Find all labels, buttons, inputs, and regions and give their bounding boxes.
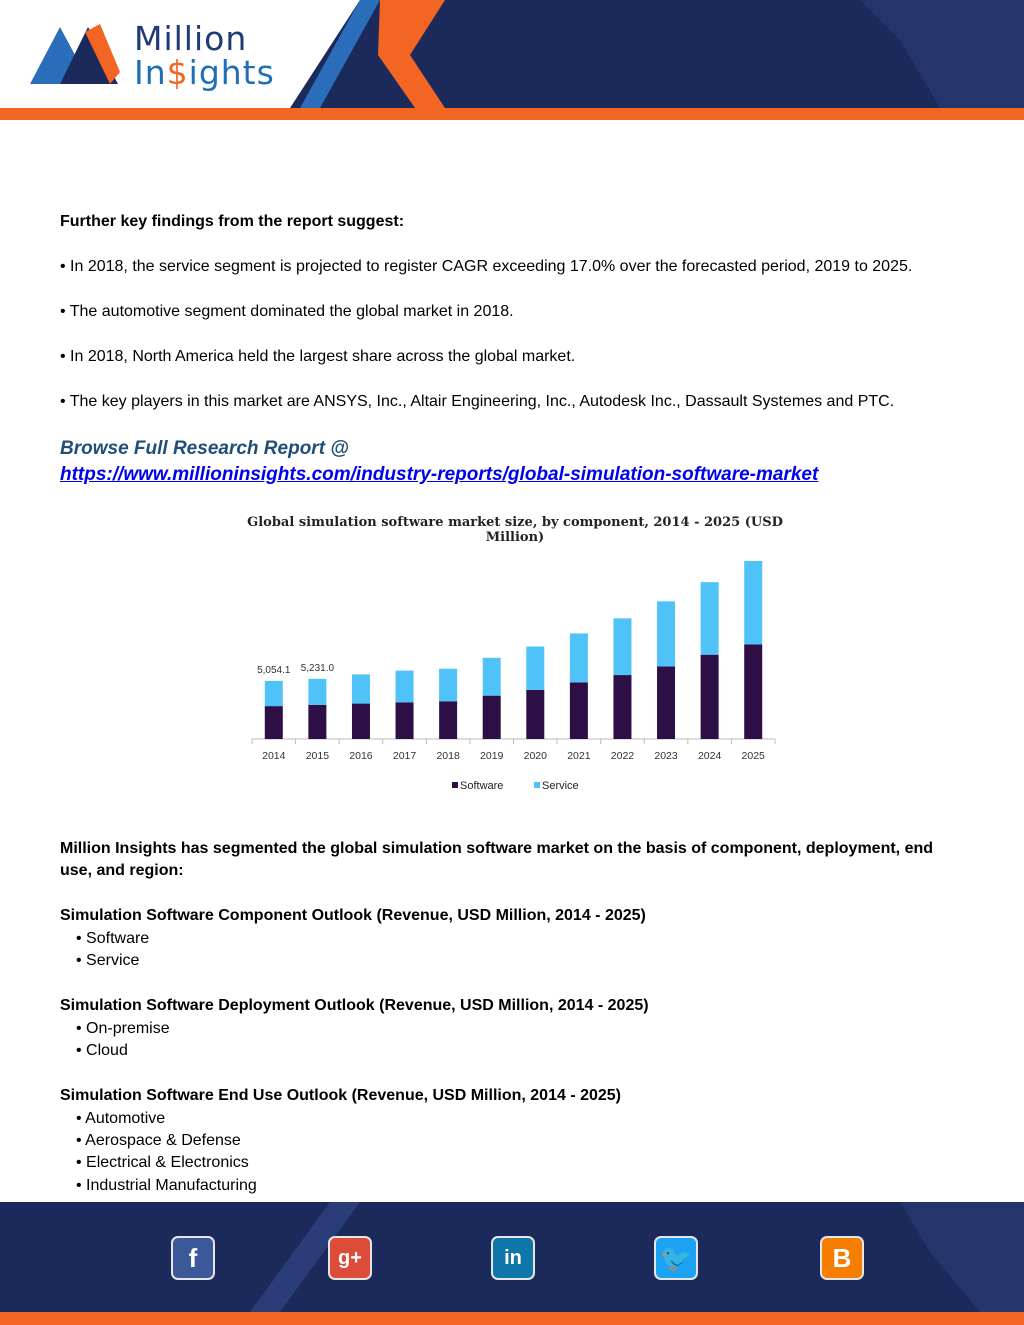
list-item: • Aerospace & Defense [76, 1132, 241, 1149]
bar-software-2022 [613, 675, 631, 739]
list-item: • Software [76, 930, 150, 947]
list-item: • Cloud [76, 1042, 128, 1059]
bar-service-2014 [265, 681, 283, 706]
chart-title: Global simulation software market size, by component, 2014 - 2025 (USD Million) [247, 515, 783, 545]
linkedin-icon[interactable]: in [491, 1236, 535, 1280]
legend-swatch-software [452, 782, 458, 788]
x-tick-label: 2015 [305, 750, 330, 762]
enduse-outlook-heading: Simulation Software End Use Outlook (Revenue, USD Million, 2014 - 2025) [60, 1087, 622, 1104]
list-item: • Service [76, 952, 140, 969]
list-item: • On-premise [76, 1020, 170, 1037]
finding-item: • In 2018, the service segment is projected to register CAGR exceeding 17.0% over the forecasted period, 2019 to 2025. [60, 258, 913, 275]
component-outlook-heading: Simulation Software Component Outlook (Revenue, USD Million, 2014 - 2025) [60, 907, 646, 924]
list-item: • Automotive [76, 1110, 166, 1127]
bar-service-2025 [744, 561, 762, 644]
page-header [0, 0, 1024, 120]
x-tick-label: 2019 [480, 750, 504, 762]
twitter-icon[interactable]: 🐦 [654, 1236, 698, 1280]
google-plus-icon[interactable]: g+ [328, 1236, 372, 1280]
bar-service-2015 [308, 679, 326, 705]
deployment-outlook-heading: Simulation Software Deployment Outlook (Revenue, USD Million, 2014 - 2025) [60, 997, 649, 1014]
bar-service-2017 [396, 671, 414, 703]
bar-software-2018 [439, 701, 457, 739]
data-label: 5,231.0 [300, 662, 335, 674]
segmentation-intro: Million Insights has segmented the global simulation software market on the basis of component, deployment, end use, and region: [60, 840, 934, 879]
finding-item: • In 2018, North America held the largest share across the global market. [60, 348, 576, 365]
facebook-icon[interactable]: f [171, 1236, 215, 1280]
bar-software-2019 [483, 696, 501, 739]
blogger-icon[interactable]: B [820, 1236, 864, 1280]
x-tick-label: 2014 [262, 750, 286, 762]
bar-software-2023 [657, 666, 675, 739]
legend-label-service: Service [542, 780, 579, 792]
bar-software-2014 [265, 706, 283, 739]
list-item: • Industrial Manufacturing [76, 1177, 257, 1194]
bar-service-2016 [352, 674, 370, 703]
findings-heading: Further key findings from the report suggest: [60, 213, 405, 230]
bar-service-2019 [483, 658, 501, 696]
list-item: • Electrical & Electronics [76, 1154, 249, 1171]
browse-label: Browse Full Research Report @ [60, 438, 349, 459]
bar-software-2016 [352, 704, 370, 739]
data-label: 5,054.1 [257, 664, 291, 676]
x-tick-label: 2020 [523, 750, 547, 762]
x-tick-label: 2023 [654, 750, 678, 762]
bar-service-2024 [701, 582, 719, 655]
bar-software-2024 [701, 655, 719, 739]
x-tick-label: 2018 [436, 750, 460, 762]
bar-service-2018 [439, 669, 457, 702]
x-tick-label: 2024 [697, 750, 722, 762]
bar-service-2020 [526, 647, 544, 690]
finding-item: • The automotive segment dominated the global market in 2018. [60, 303, 514, 320]
bar-software-2020 [526, 690, 544, 739]
legend-label-software: Software [460, 780, 504, 792]
logo-mark-icon [30, 22, 130, 92]
bar-service-2023 [657, 601, 675, 666]
chart-plot [230, 510, 800, 800]
brand-line1: Million [134, 19, 248, 58]
x-tick-label: 2025 [741, 750, 765, 762]
report-link[interactable]: https://www.millioninsights.com/industry-reports/global-simulation-software-market [60, 464, 819, 485]
x-tick-label: 2021 [567, 750, 591, 762]
x-tick-label: 2022 [610, 750, 635, 762]
bar-software-2015 [308, 705, 326, 739]
bar-software-2025 [744, 644, 762, 739]
x-tick-label: 2016 [349, 750, 373, 762]
market-size-chart [230, 510, 800, 800]
bar-software-2017 [396, 702, 414, 739]
bar-service-2022 [613, 618, 631, 675]
brand-line2: In$ights [134, 53, 275, 92]
x-tick-label: 2017 [392, 750, 417, 762]
brand-logo [134, 19, 275, 92]
bar-software-2021 [570, 682, 588, 739]
legend-swatch-service [534, 782, 540, 788]
finding-item: • The key players in this market are ANSYS, Inc., Altair Engineering, Inc., Autodesk Inc., Dassault Systemes and PTC. [60, 393, 895, 410]
bar-service-2021 [570, 633, 588, 682]
